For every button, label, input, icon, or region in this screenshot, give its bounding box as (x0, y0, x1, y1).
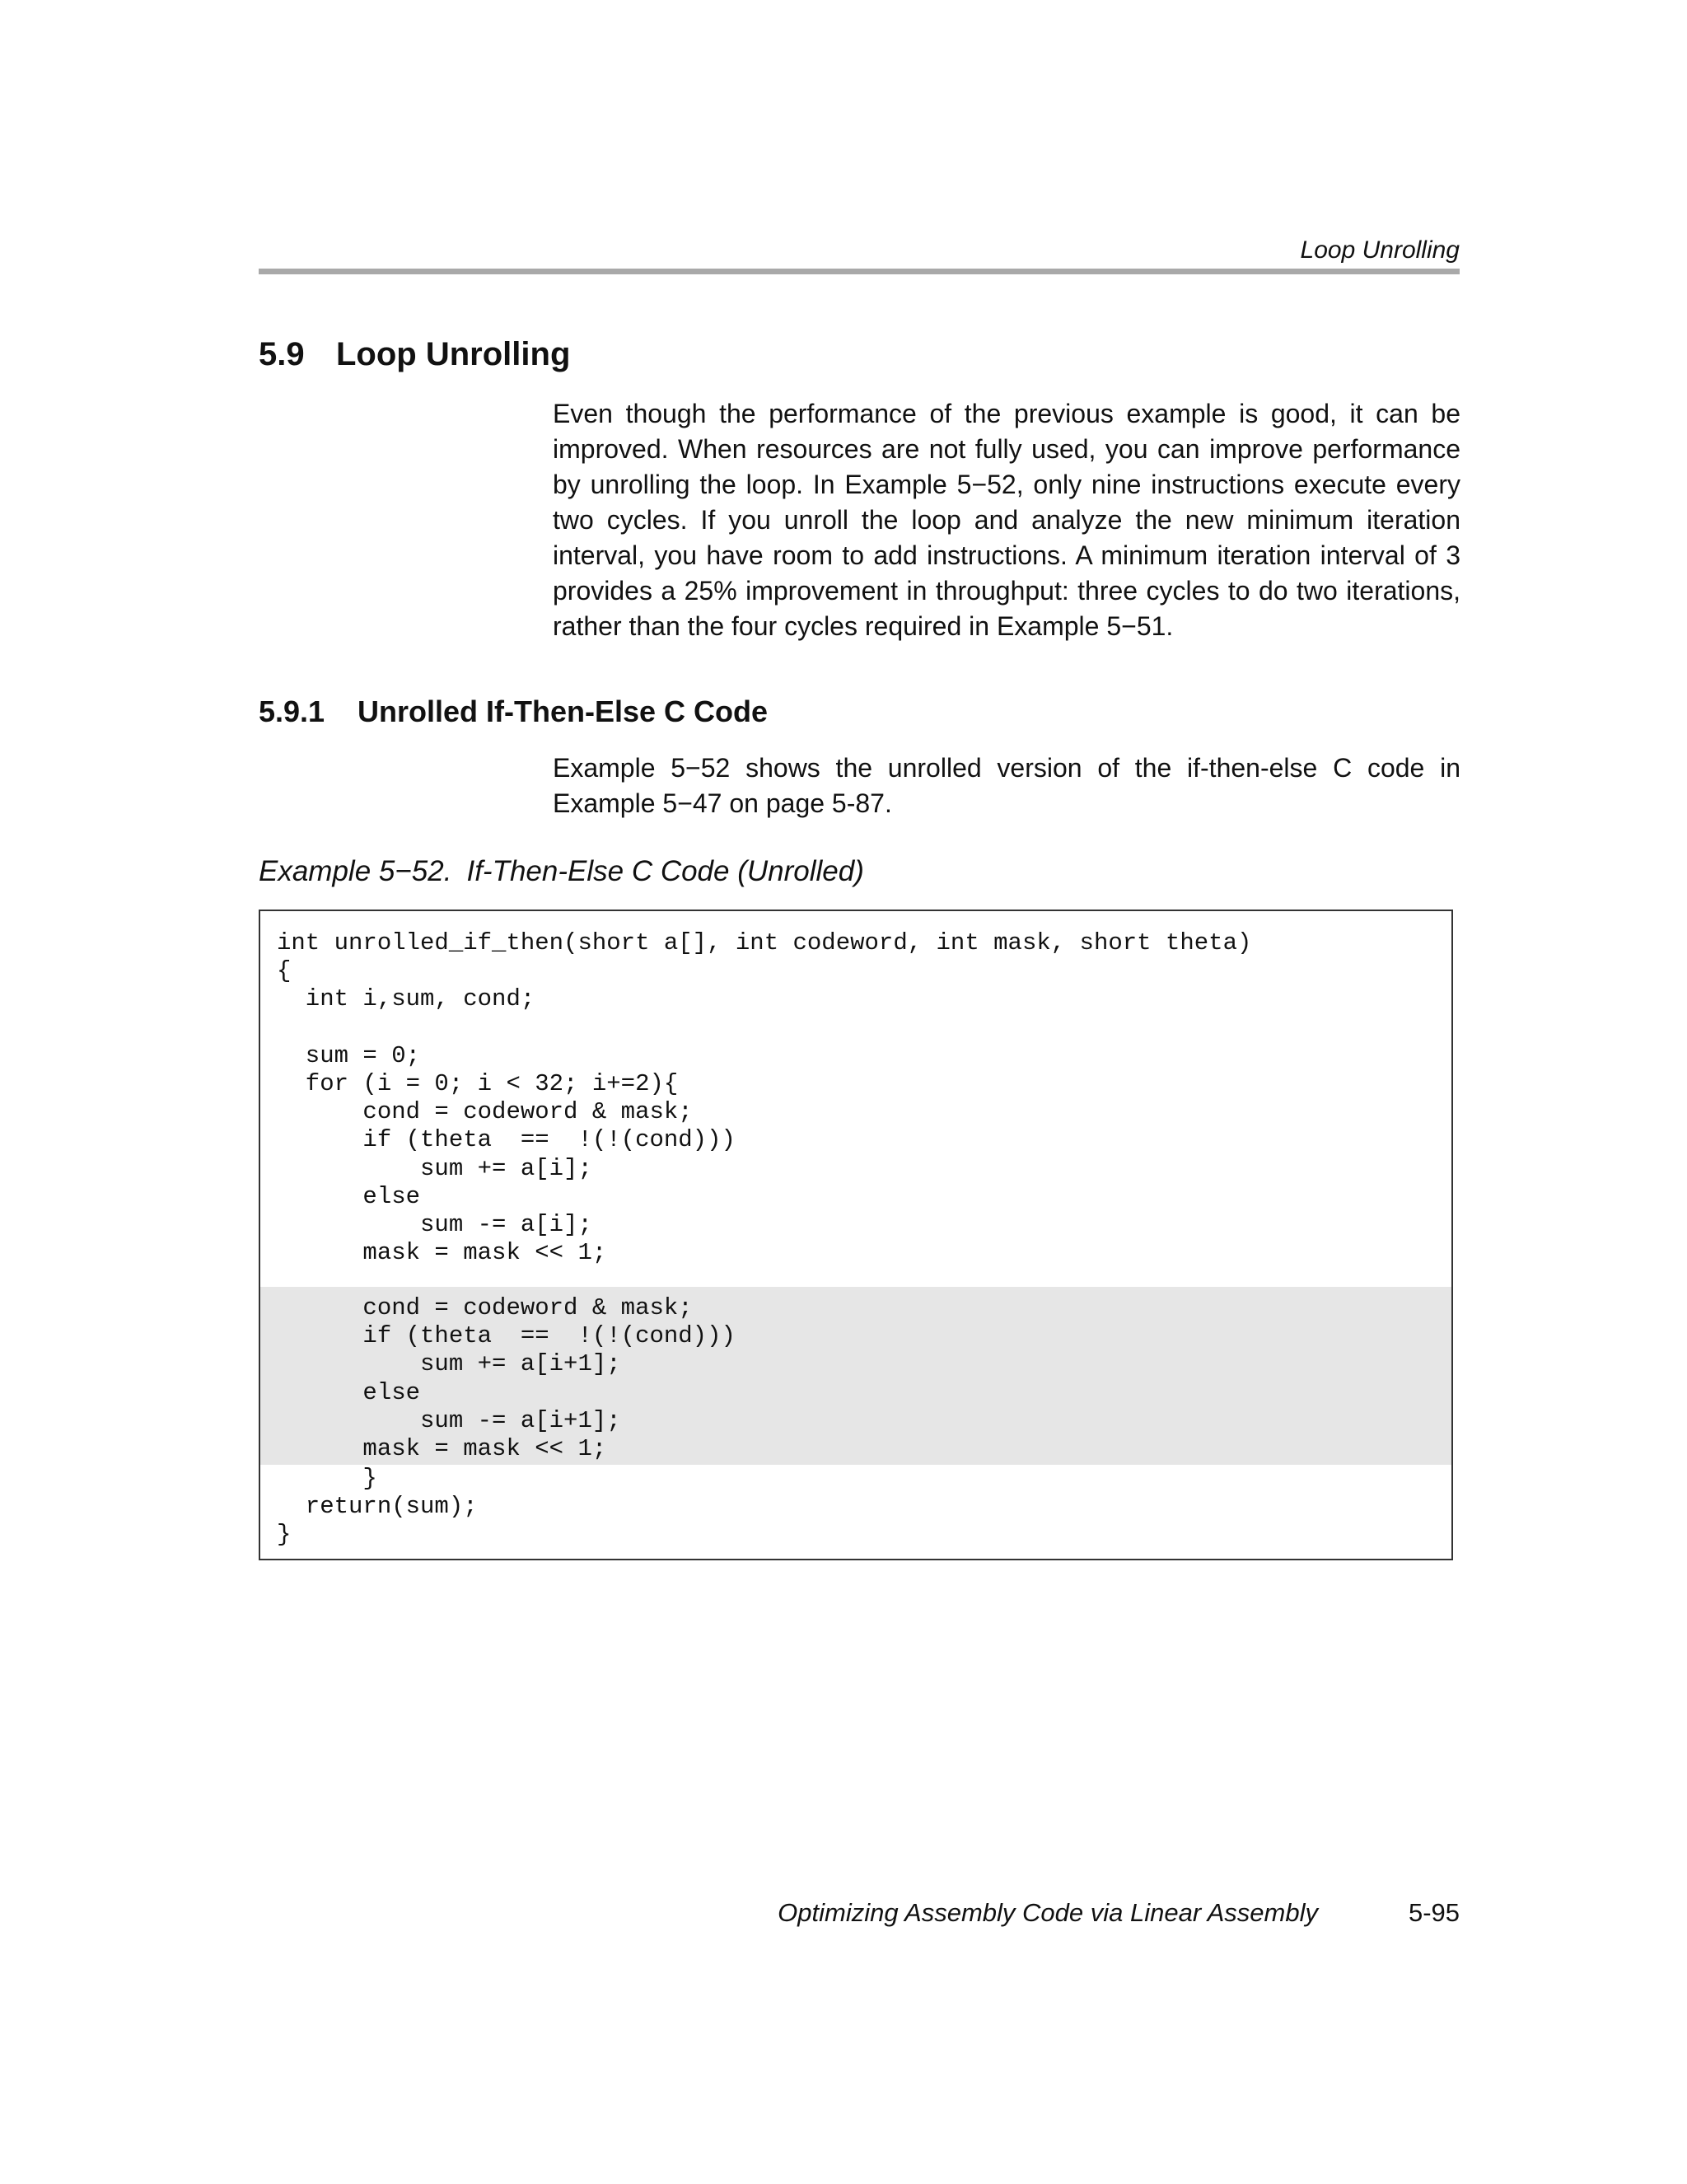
code-listing (259, 910, 1453, 1560)
example-title: If-Then-Else C Code (Unrolled) (466, 855, 864, 887)
section-number: 5.9 (259, 336, 305, 372)
section-title: Loop Unrolling (336, 336, 571, 372)
example-caption (259, 853, 864, 890)
subsection-paragraph: Example 5−52 shows the unrolled version of the if-then-else C code in Example 5−47 on page 5-87. (553, 753, 1460, 818)
subsection-title: Unrolled If-Then-Else C Code (357, 694, 769, 728)
running-header: Loop Unrolling (1300, 236, 1460, 264)
code-loop-end: } return(sum); } (277, 1465, 478, 1549)
section-heading (259, 333, 570, 376)
footer-page-number: 5-95 (1408, 1898, 1460, 1927)
subsection-number: 5.9.1 (259, 694, 325, 728)
code-unrolled-iteration-highlight: cond = codeword & mask; if (theta == !(!(cond))) sum += a[i+1]; else sum -= a[i+1]; mask = mask << 1; (260, 1287, 1451, 1465)
footer-chapter-title: Optimizing Assembly Code via Linear Assembly (778, 1898, 1318, 1927)
section-paragraph: Even though the performance of the previous example is good, it can be improved. When resources are not fully used, you can improve performance by unrolling the loop. In Example 5−52, only nine instructions execute every two cycles. If you unroll the loop and analyze the new minimum iteration interval, you have room to add instructions. A minimum iteration interval of 3 provides a 25% improvement in throughput: three cycles to do two iterations, rather than the four cycles required in Example 5−51. (553, 399, 1460, 641)
header-rule (259, 269, 1460, 274)
code-first-iteration: int unrolled_if_then(short a[], int codeword, int mask, short theta) { int i,sum, cond; sum = 0; for (i = 0; i < 32; i+=2){ cond = codeword & mask; if (theta == !(!(cond))) sum += a[i]; else sum -= a[i]; mask = mask << 1; (277, 929, 1252, 1267)
subsection-heading (259, 694, 768, 730)
example-label: Example 5−52. (259, 855, 452, 887)
